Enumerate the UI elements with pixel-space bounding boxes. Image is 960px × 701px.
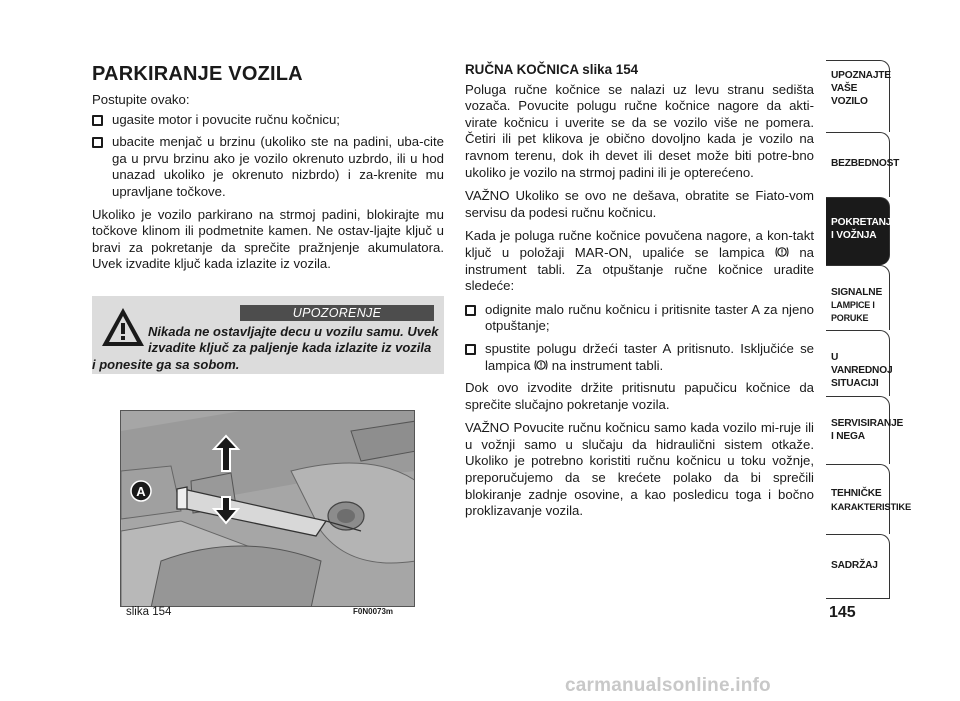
checkbox-bullet-icon [92,115,103,126]
left-column [92,62,444,280]
checkbox-bullet-icon [465,305,476,316]
brake-warning-light-icon [534,359,548,371]
label-a: A [136,484,146,499]
tab-vanredna[interactable]: U VANREDNOJ SITUACIJI [826,330,890,396]
warning-text: Nikada ne ostavljajte decu u vozilu samu. Uvek izvadite ključ za paljenje kada izlazite iz vozila i ponesite ga sa sobom. [92,324,439,372]
bullet-item: spustite polugu držeći taster A pritisnuto. Isključiće se lampica na instrument tabli. [465,341,814,374]
tab-pokretanje[interactable]: POKRETANJE I VOŽNJA [826,197,890,265]
tab-tehnicke[interactable]: TEHNIČKE KARAKTERISTIKE [826,464,890,534]
handbrake-paragraph-2: VAŽNO Ukoliko se ovo ne dešava, obratite se Fiato-vom servisu da podesi ručnu kočnicu. [465,188,814,220]
bullet-item: odignite malo ručnu kočnicu i pritisnite taster A za njeno otpuštanje; [465,302,814,335]
tab-signalne[interactable]: SIGNALNE LAMPICE I PORUKE [826,265,890,330]
warning-box [92,296,444,374]
watermark: carmanualsonline.info [565,675,771,696]
handbrake-paragraph-1: Poluga ručne kočnice se nalazi uz levu stranu sedišta vozača. Povucite polugu ručne kočnice nagore da akti-virate kočnicu i uverite se da se vozilo više ne pomera. Četiri ili pet klikova je obično dovoljno kada je vozilo na ravnom terenu, dok ih devet ili deset može biti potre-bno ukoliko je vozilo na strmoj padini ili je opterećeno. [465,81,814,180]
figure-handbrake [120,410,415,607]
section-title-handbrake: RUČNA KOČNICA slika 154 [465,62,639,77]
intro-text: Postupite ovako: [92,92,190,107]
right-column [465,62,814,527]
tab-servisiranje[interactable]: SERVISIRANJE I NEGA [826,396,890,464]
handbrake-paragraph-5: VAŽNO Povucite ručnu kočnicu samo kada vozilo mi-ruje ili u vožnji samo u slučaju da hidraulični sistem otkaže. Ukoliko je potrebno koristiti ručnu kočnicu u toku vožnje, preporučujemo da se krećete polako da bi sprečili blokiranje zadnje osovine, a kao posledicu toga i bočno proklizavanje vozila. [465,420,814,519]
bullet-item: ubacite menjač u brzinu (ukoliko ste na padini, uba-cite ga u prvu brzinu ako je vozilo okrenuto uzbrdo, ili u hod unazad ukoliko je okrenuto nizbrdo) i za-krenite mu upravljane točkove. [92,134,444,200]
figure-code: F0N0073m [353,607,394,616]
tab-sadrzaj[interactable]: SADRŽAJ [826,534,890,598]
handbrake-illustration [121,411,415,607]
bullet-item: ugasite motor i povucite ručnu kočnicu; [92,112,444,129]
tab-upoznajte[interactable]: UPOZNAJTE VAŠE VOZILO [826,60,890,132]
checkbox-bullet-icon [465,344,476,355]
page-number: 145 [829,604,856,621]
checkbox-bullet-icon [92,137,103,148]
section-title-parking: PARKIRANJE VOZILA [92,63,303,85]
warning-heading: UPOZORENJE [240,305,434,321]
handbrake-paragraph-4: Dok ovo izvodite držite pritisnutu papučicu kočnice da sprečite slučajno pokretanje vozila. [465,380,814,412]
parking-paragraph: Ukoliko je vozilo parkirano na strmoj padini, blokirajte mu točkove klinom ili podmetnite kamen. Ne ostav-ljajte ključ u bravi za pokretanje da sprečite pražnjenje akumulatora. Uvek izvadite ključ kada izlazite iz vozila. [92,206,444,272]
handbrake-paragraph-3: Kada je poluga ručne kočnice povučena nagore, a kon-takt ključ u položaji MAR-ON, upaliće se lampica na instrument tabli. Za otpuštanje ručne kočnice uradite sledeće: [465,228,814,294]
brake-warning-light-icon [775,246,789,258]
figure-caption: slika 154 [126,606,172,618]
tab-bezbednost[interactable]: BEZBEDNOST [826,132,890,197]
tabs-bottom-rule [826,598,890,599]
